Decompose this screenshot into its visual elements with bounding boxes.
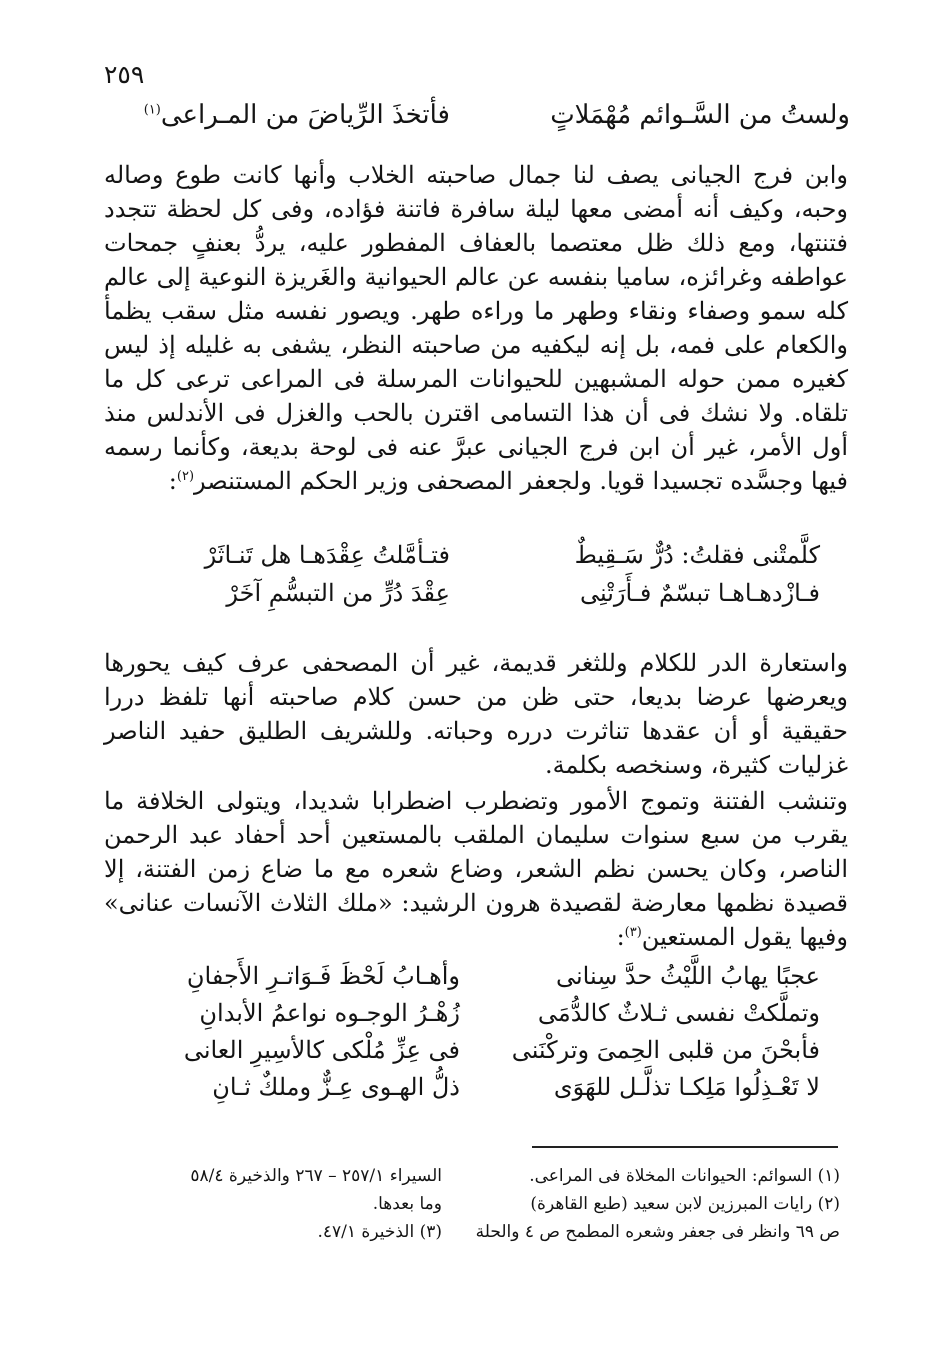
verse-first-hemistich: كلَّمتْنى فقلتُ: دُرٌّ سَـقِيطٌ — [574, 541, 820, 569]
footnote-ref-1: (١) — [143, 102, 161, 118]
footnote-line: (٢) رايات المبرزين لابن سعيد (طبع القاهرة) — [530, 1194, 840, 1214]
footnote-line: ص ٦٩ وانظر فى جعفر وشعره المطمح ص ٤ والحلة — [475, 1222, 840, 1242]
verse-second-hemistich: فأتخذَ الرِّياضَ من المـراعى$^{(١)}$ — [143, 100, 450, 130]
verse-first-hemistich: وتملَّكتْ نفسى ثـلاثٌ كالدُّمَى — [537, 999, 820, 1027]
verse-row — [130, 1069, 820, 1106]
footnote-line: وما بعدها. — [372, 1194, 442, 1214]
verse-second-hemistich: فتـأمَّلتُ عِقْدَهـا هل تَنـاثَرْ — [204, 541, 450, 569]
verse-row — [130, 958, 820, 995]
paragraph-pearl-metaphor: واستعارة الدر للكلام وللثغر قديمة، غير أن المصحفى عرف كيف يحورها ويعرضها عرضا بديعا، حتى ظن من حسن كلام صاحبته أنها تلفظ دررا حقيقية أو أن عقدها تناثرت درره وحباته. وللشريف الطليق حفيد الناصر غزليات كثيرة، وسنخصه بكلمة. — [104, 649, 848, 779]
verse-second-hemistich: ذلُّ الهـوى عِـزٌّ وملكٌ ثـانِ — [212, 1073, 460, 1101]
footnote-ref-3: (٣) — [624, 925, 642, 940]
verse-first-hemistich: ولستُ من السَّـوائم مُهْمَلاتٍ — [550, 100, 850, 130]
paragraph-mustain: وتنشب الفتنة وتموج الأمور وتضطرب اضطرابا شديدا، ويتولى الخلافة ما يقرب من سبع سنوات سليمان الملقب بالمستعين أحد أحفاد عبد الرحمن الناصر، وكان يحسن نظم الشعر، وضاع شعره مع ما ضاع زمن الفتنة، إلا قصيدة نظمها معارضة لقصيدة هرون الرشيد: «ملك الثلاث الآنسات عنانى» وفيها يقول المستعين$^{(٣)}$: — [104, 787, 848, 951]
verse-first-hemistich: فـازْدهـاهـا تبسّمٌ فـأَرَتْنِى — [580, 579, 820, 607]
verse-second-hemistich: وأهـابُ لَحْظَ فَـوَاتـرِ الأَجفانِ — [186, 962, 460, 990]
verse-row — [130, 995, 820, 1032]
footnotes-right-column — [470, 1162, 840, 1246]
verse-row — [130, 536, 820, 574]
page-number: ٢٥٩ — [104, 60, 145, 89]
verse-mustain — [130, 958, 820, 1106]
footnote-line: السيراء ٢٥٧/١ – ٢٦٧ والذخيرة ٥٨/٤ — [190, 1166, 442, 1186]
footnote-divider — [532, 1146, 838, 1148]
footnotes-left-column — [96, 1162, 442, 1246]
verse-second-hemistich: عِقْدَ دُرٍّ من التبسُّمِ آخَرْ — [226, 579, 450, 607]
verse-row — [130, 574, 820, 612]
footnote-line: (١) السوائم: الحيوانات المخلاة فى المراعى. — [529, 1166, 840, 1186]
verse-first-hemistich: عجبًا يهابُ اللَّيْثُ حدَّ سِنانى — [555, 962, 820, 990]
verse-first-hemistich: لا تَعْـذِلُوا مَلِكـا تذلَّـل للهَوَى — [553, 1073, 820, 1101]
verse-second-hemistich: زُهْـرُ الوجـوه نواعمُ الأبدانِ — [199, 999, 460, 1027]
verse-row — [130, 1032, 820, 1069]
verse-mushafi — [130, 536, 820, 612]
footnote-line: (٣) الذخيرة ٤٧/١. — [317, 1222, 442, 1242]
verse-second-hemistich: فى عِزِّ مُلْكى كالأسِيرِ العانى — [183, 1036, 460, 1064]
opening-verse-line — [143, 100, 850, 144]
footnote-ref-2: (٢) — [176, 469, 195, 484]
paragraph-ibn-faraj: وابن فرج الجيانى يصف لنا جمال صاحبته الخلاب وأنها كانت طوع وصاله وحبه، وكيف أنه أمضى معها ليلة سافرة فاتنة فؤاده، وفى كل لحظة تتجدد فتنتها، ومع ذلك ظل معتصما بالعفاف المفطور عليه، يردُّ بعنفٍ جمحات عواطفه وغرائزه، ساميا بنفسه عن عالم الحيوانية والغَريزة النوعية إلى عالم كله سمو وصفاء ونقاء وطهر ما وراءه طهر. ويصور نفسه مثل سقب يظمأ والكعام على فمه، بل إنه ليكفيه من صاحبته النظر، يشفى به غليله إذ ليس كغيره ممن حوله المشبهين للحيوانات المرسلة فى المراعى ترعى كل ما تلقاه. ولا نشك فى أن هذا التسامى اقترن بالحب والغزل فى الأندلس منذ أول الأمر، غير أن ابن فرج الجيانى عبرَّ عنه فى لوحة بديعة، وكأنما رسمه فيها وجسَّده تجسيدا قويا. ولجعفر المصحفى وزير الحكم المستنصر$^{(٢)}$: — [104, 161, 849, 495]
verse-first-hemistich: فأبحْنَ من قلبى الحِمىَ وتركْنَنى — [511, 1036, 820, 1064]
